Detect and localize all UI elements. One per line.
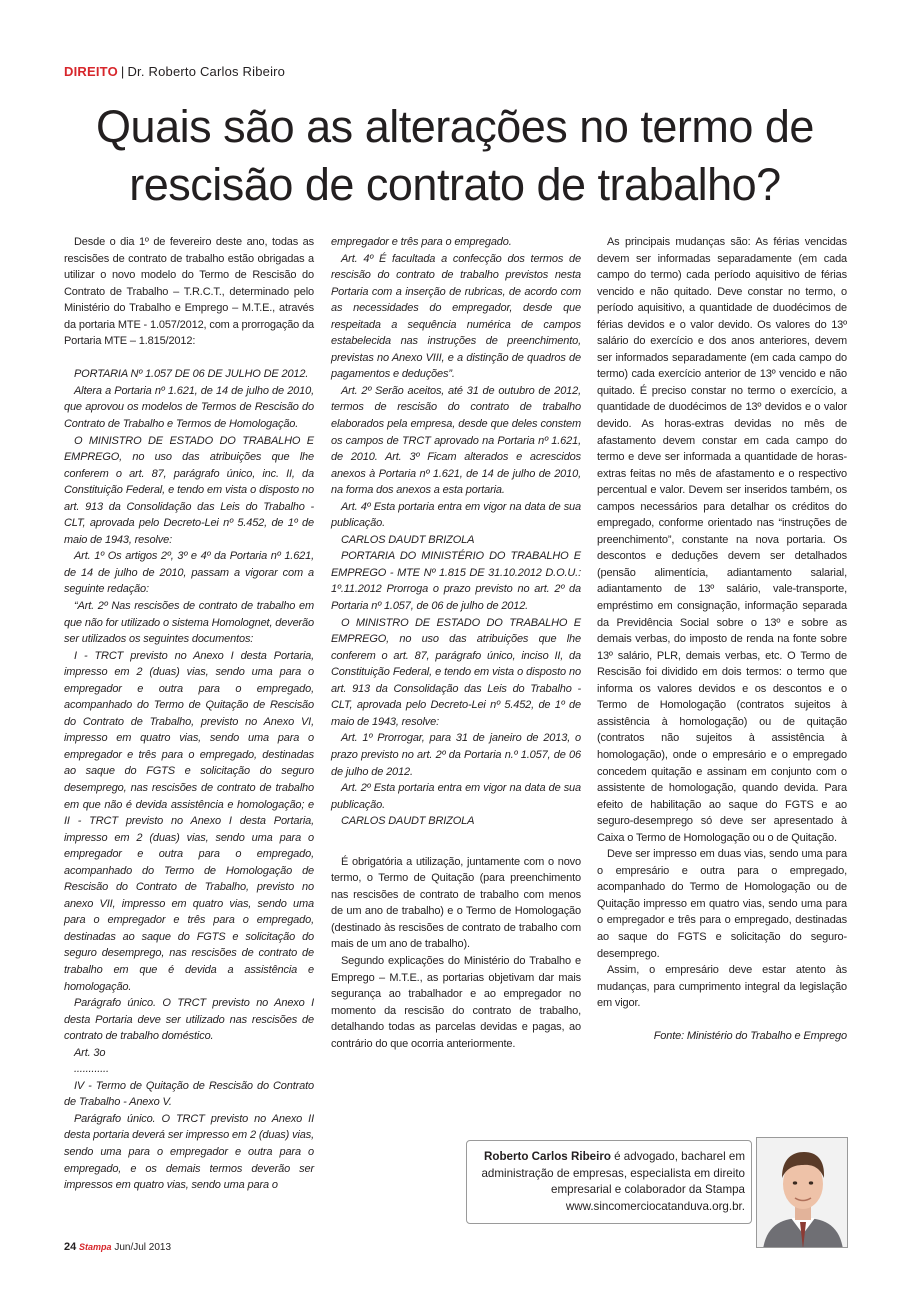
- section-label: DIREITO: [64, 64, 118, 79]
- author-portrait-icon: [757, 1138, 848, 1248]
- paragraph: empregador e três para o empregado.: [331, 236, 512, 248]
- paragraph: ............: [74, 1063, 109, 1076]
- signature-name: CARLOS DAUDT BRIZOLA: [341, 815, 475, 828]
- paragraph: PORTARIA Nº 1.057 DE 06 DE JULHO DE 2012.: [74, 368, 309, 381]
- article-column-3: [597, 234, 847, 1045]
- author-photo: [756, 1137, 848, 1248]
- author-bio-box: [466, 1140, 752, 1224]
- magazine-brand: Stampa: [79, 1242, 112, 1252]
- paragraph: Altera a Portaria nº 1.621, de 14 de julho de 2010, que aprovou os modelos de Termos de Rescisão do Contrato de Trabalho e Termos de Homologação.: [64, 384, 314, 430]
- bio-website-link[interactable]: www.sincomerciocatanduva.org.br.: [565, 1199, 745, 1213]
- paragraph: Parágrafo único. O TRCT previsto no Anexo I desta Portaria deve ser utilizado nas rescisões de contrato de trabalho doméstico.: [64, 997, 314, 1043]
- source-credit: Fonte: Ministério do Trabalho e Emprego: [653, 1030, 847, 1043]
- paragraph: Art. 4º Esta portaria entra em vigor na data de sua publicação.: [331, 500, 581, 530]
- article-title: Quais são as alterações no termo de rescisão de contrato de trabalho?: [96, 101, 814, 210]
- section-kicker: [64, 64, 285, 79]
- kicker-author: Dr. Roberto Carlos Ribeiro: [127, 64, 286, 79]
- paragraph: IV - Termo de Quitação de Rescisão do Contrato de Trabalho - Anexo V.: [64, 1079, 314, 1109]
- paragraph: Art. 4º É facultada a confecção dos termos de rescisão do contrato de trabalho previstos nesta Portaria com a inserção de rubricas, de acordo com as necessidades do empregador, desde que respeitada a sequência numérica de campos estabelecida nas instruções de preenchimento, previstas no Anexo VIII, e a distinção de quadros de pagamentos e deduções”.: [331, 252, 581, 381]
- paragraph: Parágrafo único. O TRCT previsto no Anexo II desta portaria deverá ser impresso em 2 (duas) vias, sendo uma para o empregador e outra para o empregado, e os demais termos deverão ser impressos em quatro vias, sendo uma para o: [64, 1112, 314, 1192]
- paragraph: PORTARIA DO MINISTÉRIO DO TRABALHO E EMPREGO - MTE Nº 1.815 DE 31.10.2012 D.O.U.: 1º.11.2012 Prorroga o prazo previsto no art. 2º da Portaria nº 1.057, de 06 de julho de 2012.: [331, 550, 581, 613]
- article-column-1: [64, 234, 314, 1194]
- kicker-separator: |: [120, 64, 125, 79]
- paragraph: Deve ser impresso em duas vias, sendo uma para o empresário e outra para o empregado, acompanhado do Termo de Homologação ou de Quitação impresso em quatro vias, sendo uma para o empregador e três para o empregado, destinadas ao saque do FGTS e solicitação do seguro-desemprego.: [597, 848, 847, 960]
- paragraph: Art. 1º Prorrogar, para 31 de janeiro de 2013, o prazo previsto no art. 2º da Portaria n.º 1.057, de 06 de julho de 2012.: [331, 732, 581, 778]
- bio-author-name: Roberto Carlos Ribeiro: [484, 1150, 611, 1163]
- paragraph: I - TRCT previsto no Anexo I desta Portaria, impresso em 2 (duas) vias, sendo uma para o empregador e outra para o empregado, acompanhado do Termo de Quitação de Rescisão do Contrato de Trabalho, previsto no Anexo VI, impresso em quatro vias, sendo uma para o empregador e três para o empregado, destinadas ao saque do FGTS e solicitação do seguro desemprego, nas rescisões de contrato de trabalho em que não é devida assistência e homologação; e II - TRCT previsto no Anexo I desta Portaria, impresso em 2 (duas) vias, sendo uma para o empregador e outra para o empregado, acompanhado do Termo de Homologação de Rescisão do Contrato de Trabalho, previsto no anexo VII, impresso em quatro vias, sendo uma para o empregador e três para o empregado, destinadas ao saque do FGTS e solicitação do seguro desemprego, nas rescisões de contrato de trabalho em que é devida a assistência e homologação.: [64, 649, 314, 993]
- article-column-2: [331, 234, 581, 1052]
- paragraph: Desde o dia 1º de fevereiro deste ano, todas as rescisões de contrato de trabalho estão obrigadas a utilizar o novo modelo do Termo de Rescisão do Contrato de Trabalho – T.R.C.T., determinado pelo Ministério do Trabalho e Emprego – M.T.E., através da portaria MTE - 1.057/2012, com a prorrogação da Portaria MTE – 1.815/2012:: [64, 236, 314, 348]
- bio-text: é advogado, bacharel em administração de empresas, especialista em direito empresarial e colaborador da Stampa: [481, 1150, 745, 1196]
- paragraph: Segundo explicações do Ministério do Trabalho e Emprego – M.T.E., as portarias objetivam dar mais segurança ao trabalhador e ao empregador no momento da rescisão do contrato de trabalho, detalhando todas as parcelas devidas e pagas, ao contrário do que ocorria anteriormente.: [331, 954, 581, 1050]
- issue-date: Jun/Jul 2013: [114, 1242, 172, 1253]
- paragraph: Art. 1º Os artigos 2º, 3º e 4º da Portaria nº 1.621, de 14 de julho de 2010, passam a vigorar com a seguinte redação:: [64, 550, 314, 596]
- signature-name: CARLOS DAUDT BRIZOLA: [341, 533, 475, 546]
- paragraph: Art. 2º Esta portaria entra em vigor na data de sua publicação.: [331, 782, 581, 811]
- paragraph: Art. 2º Serão aceitos, até 31 de outubro de 2012, termos de rescisão do contrato de trabalho elaborados pela empresa, desde que deles constem os campos de TRCT aprovado na Portaria nº 1.621, de 2010. Art. 3º Ficam alterados e acrescidos anexos à Portaria nº 1.621, de 14 de julho de 2010, na forma dos anexos a esta portaria.: [331, 384, 581, 497]
- paragraph: O MINISTRO DE ESTADO DO TRABALHO E EMPREGO, no uso das atribuições que lhe conferem o art. 87, parágrafo único, inc. II, da Constituição Federal, e tendo em vista o disposto no art. 913 da Consolidação das Leis do Trabalho - CLT, aprovada pelo Decreto-Lei nº 5.452, de 1º de maio de 1943, resolve:: [64, 434, 314, 546]
- paragraph: É obrigatória a utilização, juntamente com o novo termo, o Termo de Quitação (para preenchimento nas rescisões de contrato de trabalho com menos de um ano de trabalho) e o Termo de Homologação (destinado às rescisões de contrato de trabalho com mais de um ano de trabalho).: [331, 855, 581, 951]
- paragraph: Art. 3o: [74, 1046, 106, 1059]
- paragraph: As principais mudanças são: As férias vencidas devem ser informadas separadamente (em cada campo do termo) cada período aquisitivo de férias vencido e não quitado. Deve constar no termo, o período aquisitivo, a quantidade de duodécimos de férias devidos e o valor devido. Os valores do 13º salário do exercício e dos anos anteriores, devem ser informados separadamente (em cada campo do termo) cada exercício anterior de 13º vencido e não quitado. É preciso constar no termo o exercício, a quantidade de duodécimos de 13º devidos e o valor devido. As horas-extras devidas no mês de afastamento devem constar em cada campo do termo e deve ser informada a quantidade de horas-extras feitas no mês de afastamento e o respectivo percentual e valor. Devem ser inseridos também, os campos necessários para detalhar os créditos do empregado, conforme orientado nas “instruções de preenchimento”, constante na nova portaria. Os descontos e deduções devem ser detalhados (pensão alimentícia, adiantamento salarial, adiantamento de 13º salário, vale-transporte, empréstimo em consignação, informação separada da Previdência Social sobre o 13º e sobre as demais verbas, do imposto de renda na fonte sobre 13º salário, PLR, demais verbas, etc. O Termo de Rescisão foi dividido em dois termos: o termo que informa os valores devidos e os descontos e o Termo de Homologação (contratos sujeitos à assistência à homologação) ou de quitação (contratos não sujeitos à assistência à homologação), onde o empresário e o empregado concedem quitação e assinam em conjunto com o assistente de homologação, quando devida. Para efeito de habilitação ao saque do FGTS e ao seguro-desemprego só deve ser apresentado à Caixa o Termo de Homologação ou o de Quitação.: [597, 236, 847, 844]
- paragraph: O MINISTRO DE ESTADO DO TRABALHO E EMPREGO, no uso das atribuições que lhe conferem o art. 87, parágrafo único, inciso II, da Constituição Federal, e tendo em vista o disposto no art. 913 da Consolidação das Leis do Trabalho - CLT, aprovada pelo Decreto-Lei nº 5.452, de 1º de maio de 1943, resolve:: [331, 616, 581, 728]
- page-footer: [64, 1241, 171, 1253]
- paragraph: Assim, o empresário deve estar atento às mudanças, para cumprimento integral da legislação em vigor.: [597, 964, 847, 1010]
- paragraph: “Art. 2º Nas rescisões de contrato de trabalho em que não for utilizado o sistema Homolognet, deverão ser utilizados os seguintes documentos:: [64, 599, 314, 646]
- page-number: 24: [64, 1241, 77, 1253]
